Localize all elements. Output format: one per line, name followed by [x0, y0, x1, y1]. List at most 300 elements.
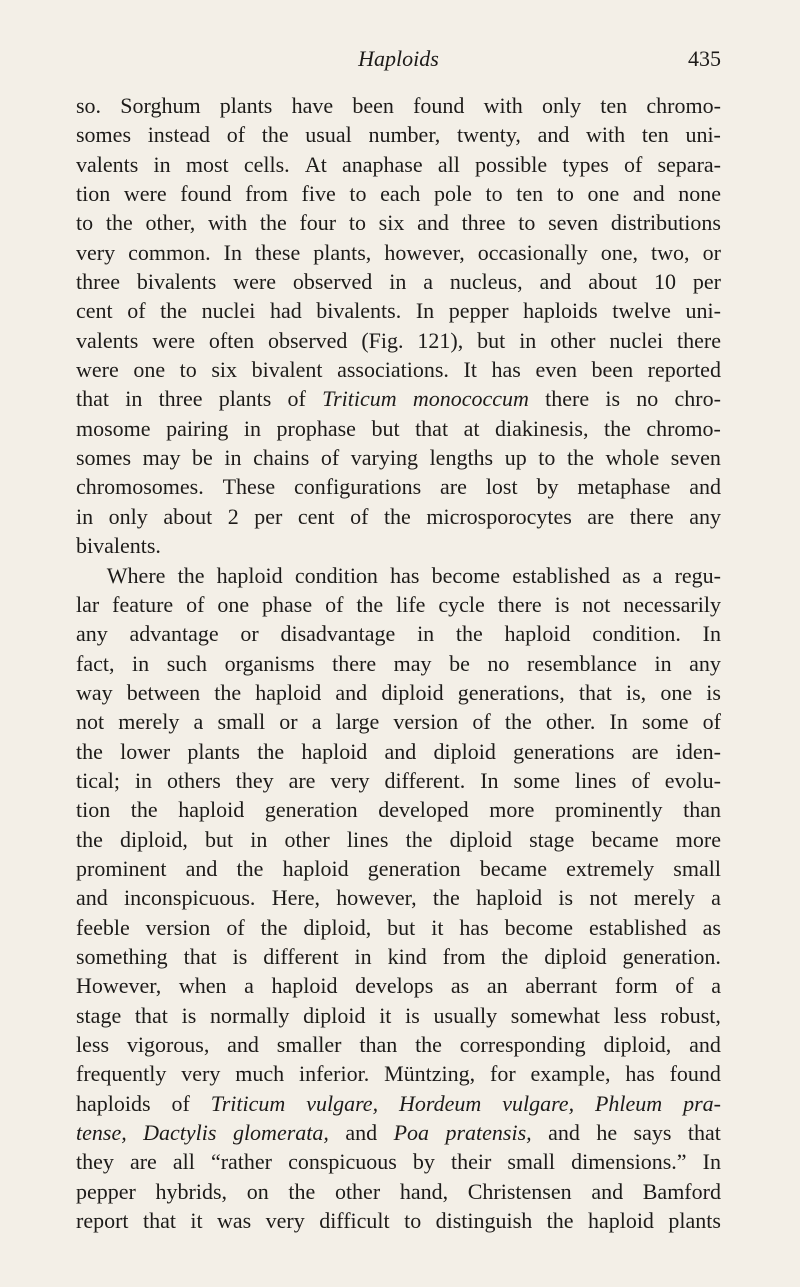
word: per [692, 269, 721, 295]
word: may [393, 650, 432, 676]
word: found [669, 1061, 721, 1087]
word: haploid [476, 885, 543, 911]
word: but [371, 415, 400, 441]
word: haploid [587, 1208, 654, 1234]
word: there [497, 591, 542, 617]
word: all [172, 1149, 195, 1175]
word: more [675, 826, 721, 852]
word: metaphase [577, 474, 671, 500]
word: and [689, 474, 721, 500]
word: feature [112, 591, 174, 617]
word: as [702, 914, 721, 940]
word: or [279, 709, 298, 735]
word: six [378, 210, 405, 236]
word: in [224, 445, 242, 471]
word: been [591, 357, 634, 383]
word: In [609, 709, 628, 735]
text-line [76, 913, 721, 942]
word: version [393, 709, 459, 735]
word: Where [106, 562, 166, 588]
word: number, [368, 122, 441, 148]
word: Poa [393, 1120, 430, 1146]
word: nuclei [609, 327, 664, 353]
word: small [217, 709, 266, 735]
word: (Fig. [361, 327, 404, 353]
word: In [415, 298, 435, 324]
word: however, [336, 885, 417, 911]
word: pratensis, [445, 1120, 532, 1146]
word: normally [210, 1002, 290, 1028]
word: not [76, 709, 105, 735]
word: generation [367, 855, 461, 881]
word: cycle [438, 591, 485, 617]
word: conspicuous [288, 1149, 397, 1175]
word: from [442, 943, 486, 969]
word: distinguish [435, 1208, 533, 1234]
word: ten [600, 93, 628, 118]
text-line [76, 707, 721, 736]
word: difficult [319, 1208, 390, 1234]
word: be [192, 445, 213, 471]
word: microsporocytes [426, 503, 572, 529]
word: they [235, 767, 274, 793]
word: of [325, 591, 344, 617]
word: very [181, 1061, 221, 1087]
word: Here, [271, 885, 320, 911]
word: regu- [674, 562, 721, 588]
word: such [166, 650, 208, 676]
word: evolu- [664, 767, 721, 793]
text-line [76, 384, 721, 413]
word: in [654, 650, 672, 676]
word: plants, [313, 239, 372, 265]
word: generation. [622, 943, 721, 969]
word: haploid [301, 738, 368, 764]
word: and [537, 122, 570, 148]
word: other [550, 327, 596, 353]
word: whole [605, 445, 660, 471]
page-number: 435 [688, 46, 721, 71]
word: diploid [303, 1002, 366, 1028]
word: aberrant [525, 973, 598, 999]
word: on [246, 1178, 269, 1204]
word: were [152, 327, 195, 353]
text-line [76, 942, 721, 971]
word: any [76, 621, 108, 647]
word: usual [305, 122, 352, 148]
word: the [455, 621, 483, 647]
word: condition. [592, 621, 681, 647]
word: pepper [76, 1178, 136, 1204]
word: the [130, 797, 158, 823]
word: they [76, 1149, 114, 1175]
word: become [504, 914, 574, 940]
word: in [243, 415, 262, 441]
word: of [350, 503, 369, 529]
text-line [76, 120, 721, 149]
text-line [76, 150, 721, 179]
word: haploid [255, 679, 322, 705]
text-line [76, 531, 721, 560]
word: tical; [76, 767, 120, 793]
word: lengths [429, 445, 494, 471]
word: Sorghum [120, 93, 201, 118]
word: by [536, 474, 559, 500]
text-line [76, 737, 721, 766]
word: large [335, 709, 380, 735]
word: seven [670, 445, 721, 471]
word: lines [346, 826, 389, 852]
word: other [334, 1178, 381, 1204]
text-line [76, 619, 721, 648]
word: not [589, 885, 618, 911]
word: up [504, 445, 527, 471]
word: corresponding [459, 1032, 586, 1057]
word: plants [218, 386, 272, 412]
word: merely [633, 885, 695, 911]
word: to [404, 1208, 422, 1234]
text-line [76, 766, 721, 795]
word: lar [76, 591, 100, 617]
page-header [76, 42, 721, 76]
word: other, [145, 210, 196, 236]
text-line [76, 1089, 721, 1118]
word: to [349, 181, 367, 207]
word: pairing [166, 415, 229, 441]
word: of [623, 151, 643, 177]
word: diploid, [303, 914, 372, 940]
paragraph [76, 91, 721, 561]
word: the [504, 709, 532, 735]
word: there [629, 503, 674, 529]
word: the [257, 738, 285, 764]
word: diploid, [603, 1032, 672, 1057]
word: that [76, 386, 109, 412]
word: very [76, 239, 116, 265]
word: extremely [566, 855, 655, 881]
word: in [519, 327, 537, 353]
word: and [185, 855, 218, 881]
word: may [142, 445, 181, 471]
word: there [677, 327, 721, 353]
word: less [76, 1032, 109, 1057]
word: per [254, 503, 283, 529]
word: found [413, 93, 465, 118]
word: and [384, 738, 417, 764]
word: Phleum [594, 1090, 663, 1116]
word: way [76, 679, 113, 705]
word: Müntzing, [384, 1061, 476, 1087]
text-line [76, 854, 721, 883]
word: one [660, 679, 693, 705]
word: is [706, 679, 721, 705]
word: nucleus, [449, 269, 523, 295]
word: from [245, 181, 288, 207]
word: prophase [276, 415, 356, 441]
word: small [673, 855, 721, 881]
word: it [379, 1002, 392, 1028]
word: developed [378, 797, 469, 823]
word: At [304, 151, 327, 177]
word: are [129, 1149, 157, 1175]
word: twelve [612, 298, 671, 324]
word: bivalents [136, 269, 217, 295]
word: a [711, 885, 721, 911]
word: is [181, 1002, 197, 1028]
word: to [538, 445, 556, 471]
word: the [501, 943, 529, 969]
word: generations, [457, 679, 565, 705]
word: observed [292, 269, 373, 295]
word: to [179, 357, 197, 383]
word: some [513, 767, 560, 793]
word: “rather [210, 1149, 272, 1175]
word: and [591, 1178, 624, 1204]
word: established [588, 914, 687, 940]
text-line [76, 267, 721, 296]
word: the [160, 298, 188, 324]
word: only [541, 93, 582, 118]
text-line [76, 296, 721, 325]
word: that [142, 1208, 176, 1234]
word: the [383, 503, 411, 529]
word: pole [433, 181, 472, 207]
text-line [76, 971, 721, 1000]
word: seven [548, 210, 599, 236]
word: the [546, 1208, 574, 1234]
word: and [632, 181, 665, 207]
word: of [287, 386, 306, 412]
word: ten [516, 181, 544, 207]
word: diploid, [120, 826, 188, 852]
word: advantage [129, 621, 219, 647]
word: the [603, 415, 631, 441]
word: in [134, 767, 153, 793]
word: were [76, 357, 119, 383]
word: occasionally [477, 239, 588, 265]
word: somewhat [510, 1002, 600, 1028]
word: for [490, 1061, 516, 1087]
word: to [348, 210, 366, 236]
word: haploid [271, 973, 338, 999]
word: very [330, 767, 370, 793]
word: chromo- [646, 93, 721, 118]
word: mosome [76, 415, 151, 441]
word: plants [187, 738, 240, 764]
word: and [76, 885, 108, 911]
word: anaphase [342, 151, 423, 177]
word: and [227, 1032, 259, 1057]
word: distributions [610, 210, 721, 236]
word: valents [76, 151, 139, 177]
word: haploids [76, 1090, 151, 1116]
word: vigorous, [126, 1032, 210, 1057]
word: are [631, 738, 659, 764]
word: diploid [449, 826, 512, 852]
word: of [702, 709, 721, 735]
word: smaller [276, 1032, 342, 1057]
word: a [244, 973, 254, 999]
word: has [390, 562, 420, 588]
word: established [512, 562, 610, 588]
word: become [431, 562, 501, 588]
word: that [415, 415, 449, 441]
word: with [483, 93, 523, 118]
word: robust, [660, 1002, 721, 1028]
word: their [450, 1149, 492, 1175]
word: other [284, 826, 330, 852]
word: very [265, 1208, 305, 1234]
word: stage [529, 826, 575, 852]
word: even [535, 357, 577, 383]
word: when [178, 973, 227, 999]
word: 10 [653, 269, 676, 295]
word: cells. [243, 151, 290, 177]
word: one, [600, 239, 639, 265]
word: generation [264, 797, 358, 823]
word: to [76, 210, 94, 236]
word: the [76, 738, 103, 764]
text-line [76, 1147, 721, 1176]
word: example, [530, 1061, 611, 1087]
word: the [259, 210, 287, 236]
word: became [479, 855, 547, 881]
word: more [489, 797, 535, 823]
word: with [208, 210, 248, 236]
word: of [186, 591, 205, 617]
word: a [423, 269, 433, 295]
word: hybrids, [155, 1178, 228, 1204]
word: and [417, 210, 449, 236]
word: tion [76, 797, 111, 823]
word: necessarily [623, 591, 721, 617]
word: vulgare, [306, 1090, 379, 1116]
paragraph [76, 561, 721, 1236]
word: tion [76, 181, 111, 207]
word: two, [651, 239, 690, 265]
word: it [190, 1208, 203, 1234]
word: 2 [227, 503, 239, 529]
word: develops [355, 973, 434, 999]
word: each [380, 181, 421, 207]
word: uni- [685, 122, 721, 148]
word: separa- [657, 151, 721, 177]
word: a [711, 973, 721, 999]
word: these [255, 239, 301, 265]
text-line [76, 91, 721, 120]
word: dimensions.” [571, 1149, 687, 1175]
word: are [440, 474, 467, 500]
word: Triticum [322, 386, 397, 412]
word: in [389, 269, 407, 295]
text-line [76, 1118, 721, 1147]
word: as [622, 562, 641, 588]
word: less [613, 1002, 647, 1028]
word: are [288, 767, 316, 793]
word: chromo- [646, 415, 721, 441]
word: somes [76, 445, 131, 471]
word: there [545, 386, 590, 412]
word: and [345, 1120, 378, 1146]
word: possible [475, 151, 548, 177]
word: be [449, 650, 470, 676]
word: merely [118, 709, 180, 735]
text-line [76, 208, 721, 237]
word: six [211, 357, 238, 383]
word: all [437, 151, 460, 177]
word: no [636, 386, 659, 412]
word: not [582, 591, 611, 617]
word: bivalent [251, 357, 323, 383]
text-line [76, 1206, 721, 1235]
word: resemblance [526, 650, 637, 676]
word: nuclei [201, 298, 256, 324]
text-line [76, 472, 721, 501]
word: the [288, 1178, 316, 1204]
word: much [235, 1061, 285, 1087]
word: disadvantage [280, 621, 396, 647]
word: that [183, 943, 217, 969]
word: the [566, 445, 594, 471]
text-line [76, 1177, 721, 1206]
word: haploid [504, 621, 571, 647]
body-text [76, 91, 721, 1235]
word: of [127, 298, 146, 324]
word: chromosomes. [76, 474, 204, 500]
word: a [193, 709, 204, 735]
word: in [125, 386, 143, 412]
word: he [596, 1120, 618, 1146]
word: about [163, 503, 213, 529]
word: the [405, 826, 433, 852]
text-line [76, 795, 721, 824]
word: one [133, 357, 166, 383]
word: chro- [674, 386, 721, 412]
word: to [485, 181, 503, 207]
word: in [153, 151, 171, 177]
word: frequently [76, 1061, 167, 1087]
word: haploid [178, 797, 245, 823]
word: one [587, 181, 620, 207]
word: tense, [76, 1120, 127, 1146]
word: is [405, 1002, 420, 1028]
word: of [320, 445, 340, 471]
word: in [250, 826, 268, 852]
word: was [217, 1208, 252, 1234]
word: are [587, 503, 615, 529]
word: between [126, 679, 201, 705]
text-line [76, 1059, 721, 1088]
word: ten [641, 122, 669, 148]
word: had [269, 298, 302, 324]
word: It [463, 357, 477, 383]
word: plants [668, 1208, 721, 1234]
word: is [554, 591, 570, 617]
word: inconspicuous. [124, 885, 256, 911]
word: to [556, 181, 574, 207]
word: kind [387, 943, 427, 969]
text-line [76, 238, 721, 267]
word: so. [76, 93, 102, 118]
word: four [299, 210, 337, 236]
word: haploid [216, 562, 283, 588]
word: vulgare, [502, 1090, 575, 1116]
word: than [683, 797, 721, 823]
word: life [396, 591, 426, 617]
word: any [689, 650, 721, 676]
word: some [642, 709, 689, 735]
word: three [461, 210, 506, 236]
